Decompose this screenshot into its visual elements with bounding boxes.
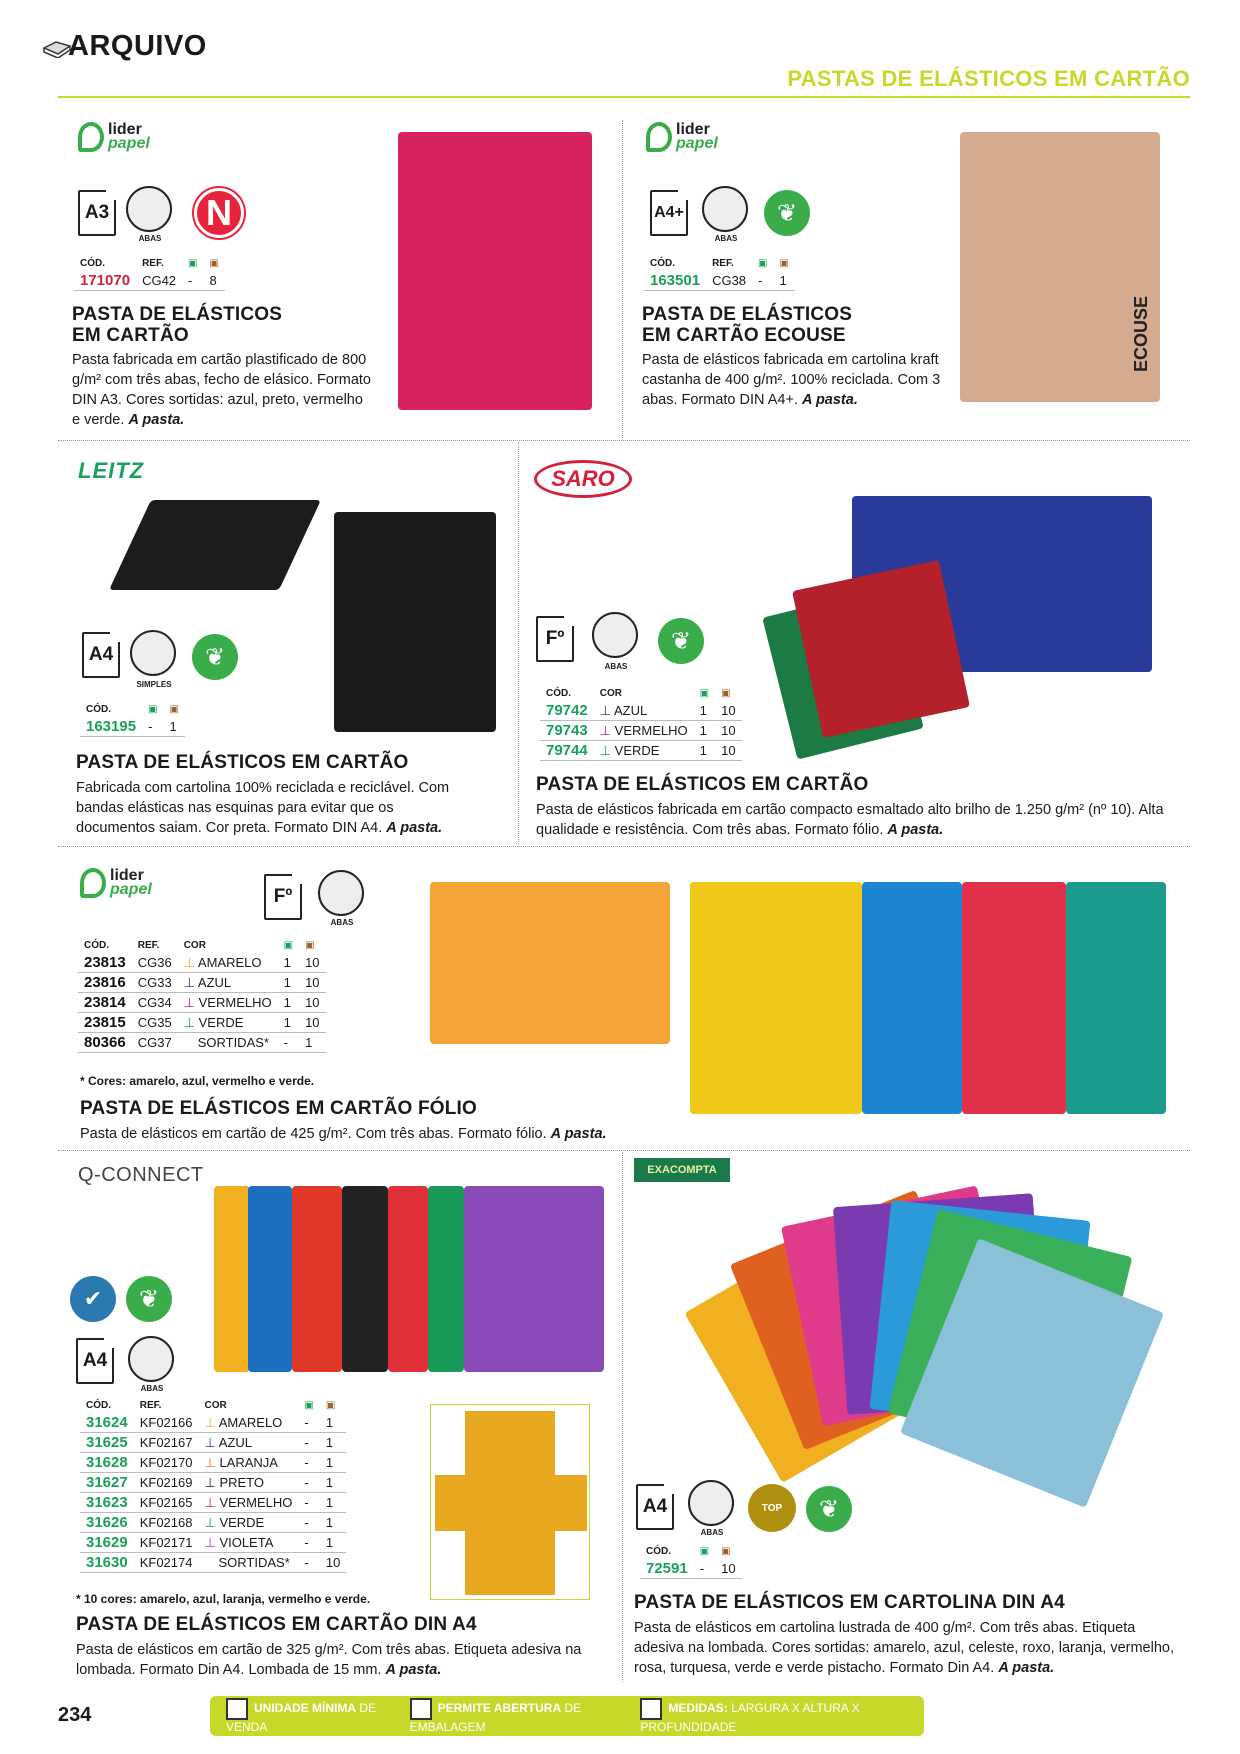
product-5-description: Pasta de elásticos em cartão de 425 g/m². Com três abas. Formato fólio. A pasta. bbox=[80, 1126, 607, 1142]
table-row: 80366 CG37 SORTIDAS* - 1 bbox=[78, 1033, 326, 1053]
leitz-logo: LEITZ bbox=[78, 458, 145, 483]
red-folder-image bbox=[962, 882, 1066, 1114]
flaps-label: ABAS bbox=[138, 234, 162, 243]
box-icon: ▣ bbox=[325, 1400, 336, 1411]
box-icon: ▣ bbox=[721, 688, 731, 699]
table-row: 79742 ⊥ AZUL 1 10 bbox=[540, 701, 742, 721]
product-4-title: PASTA DE ELÁSTICOS EM CARTÃO bbox=[536, 774, 869, 795]
table-row: 31626 KF02168 ⊥ VERDE - 1 bbox=[80, 1513, 346, 1533]
divider bbox=[622, 1152, 623, 1682]
open-pack-icon: ▣ bbox=[699, 1546, 710, 1557]
lider-papel-logo: lider papel bbox=[78, 122, 150, 152]
box-icon: ▣ bbox=[305, 940, 315, 951]
product-1-title: PASTA DE ELÁSTICOS EM CARTÃO bbox=[72, 304, 283, 346]
kraft-folder-image: ECOUSE bbox=[960, 132, 1160, 402]
green-folder-image bbox=[428, 1186, 464, 1372]
flaps-label: ABAS bbox=[140, 1384, 164, 1393]
box-icon: ▣ bbox=[209, 258, 219, 269]
box-icon: ▣ bbox=[779, 258, 789, 269]
divider bbox=[518, 442, 519, 844]
product-3-description: Fabricada com cartolina 100% reciclada e reciclável. Com bandas elásticas nas esquinas para evitar que os documentos saiam. Cor preta. Formato DIN A4. A pasta. bbox=[76, 780, 450, 836]
red-folder-image bbox=[792, 560, 970, 738]
product-3-table: CÓD. ▣ ▣ 163195 - 1 bbox=[80, 704, 185, 737]
table-row: 31625 KF02167 ⊥ AZUL - 1 bbox=[80, 1433, 346, 1453]
open-pack-icon: ▣ bbox=[188, 258, 198, 269]
table-row: 171070 CG42 - 8 bbox=[74, 271, 225, 291]
page-number: 234 bbox=[58, 1704, 92, 1726]
table-row: 31629 KF02171 ⊥ VIOLETA - 1 bbox=[80, 1533, 346, 1553]
three-flaps-icon bbox=[592, 612, 638, 658]
table-row: 31628 KF02170 ⊥ LARANJA - 1 bbox=[80, 1453, 346, 1473]
legend-bar bbox=[210, 1696, 924, 1736]
format-a4-icon: A4 bbox=[76, 1338, 114, 1384]
blue-folder-image bbox=[862, 882, 962, 1114]
exacompta-logo: EXACOMPTA bbox=[634, 1158, 730, 1182]
legend-measures: MEDIDAS: LARGURA X ALTURA X PROFUNDIDADE bbox=[640, 1698, 908, 1734]
simple-flap-icon bbox=[130, 630, 176, 676]
table-row: 31630 KF02174 SORTIDAS* - 10 bbox=[80, 1553, 346, 1573]
three-flaps-icon bbox=[688, 1480, 734, 1526]
three-flaps-icon bbox=[128, 1336, 174, 1382]
table-row: 23813 CG36 ⊥ AMARELO 1 10 bbox=[78, 953, 326, 973]
table-row: 79744 ⊥ VERDE 1 10 bbox=[540, 741, 742, 761]
recycle-leaf-icon: ❦ bbox=[192, 634, 238, 680]
flaps-label: ABAS bbox=[604, 662, 628, 671]
open-pack-icon bbox=[410, 1698, 432, 1720]
product-5-note: * Cores: amarelo, azul, vermelho e verde. bbox=[80, 1074, 315, 1088]
red-folder-image bbox=[388, 1186, 428, 1372]
divider bbox=[58, 1150, 1190, 1151]
measure-icon bbox=[640, 1698, 662, 1720]
three-flaps-icon bbox=[702, 186, 748, 232]
open-pack-icon: ▣ bbox=[758, 258, 768, 269]
table-row: 23814 CG34 ⊥ VERMELHO 1 10 bbox=[78, 993, 326, 1013]
flaps-label: ABAS bbox=[330, 918, 354, 927]
format-a4-icon: A4 bbox=[82, 632, 120, 678]
open-pack-icon: ▣ bbox=[148, 704, 158, 715]
q-connect-logo: Q-CONNECT bbox=[78, 1164, 204, 1186]
quality-check-icon: ✔ bbox=[70, 1276, 116, 1322]
product-1-description: Pasta fabricada em cartão plastificado de 800 g/m² com três abas, fecho de elásico. Formato DIN A3. Cores sortidas: azul, preto, vermelho e verde. A pasta. bbox=[72, 352, 371, 428]
format-folio-icon: Fº bbox=[264, 874, 302, 920]
three-flaps-icon bbox=[126, 186, 172, 232]
open-pack-icon: ▣ bbox=[283, 940, 294, 951]
black-folder-image bbox=[342, 1186, 388, 1372]
product-6-table: CÓD. REF. COR ▣ ▣ 31624 KF02166 ⊥ AMARELO - 1 31625 KF02167 ⊥ AZUL - 1 31628 KF02170 ⊥ LARANJA - 1 31627 KF02169 ⊥ PRETO - 1 31623 KF02165 ⊥ VERMELHO - 1 31626 KF02168 ⊥ VERDE - 1 31629 KF02171 ⊥ VIOLETA - 1 31630 KF02174 SORTIDAS* - 10 bbox=[80, 1400, 346, 1573]
divider bbox=[58, 846, 1190, 847]
product-6-description: Pasta de elásticos em cartão de 325 g/m². Com três abas. Etiqueta adesiva na lombada. Formato Din A4. Lombada de 15 mm. A pasta. bbox=[76, 1642, 582, 1678]
table-row: 163195 - 1 bbox=[80, 717, 185, 737]
product-5-title: PASTA DE ELÁSTICOS EM CARTÃO FÓLIO bbox=[80, 1098, 478, 1119]
table-row: 23816 CG33 ⊥ AZUL 1 10 bbox=[78, 973, 326, 993]
box-icon bbox=[226, 1698, 248, 1720]
orange-folder-open-image bbox=[430, 882, 670, 1044]
legend-min-unit: UNIDADE MÍNIMA DE VENDA bbox=[226, 1698, 390, 1734]
product-2-description: Pasta de elásticos fabricada em cartolina kraft castanha de 400 g/m². 100% reciclada. Com 3 abas. Formato DIN A4+. A pasta. bbox=[642, 352, 941, 408]
table-row: 31627 KF02169 ⊥ PRETO - 1 bbox=[80, 1473, 346, 1493]
format-folio-icon: Fº bbox=[536, 616, 574, 662]
three-flaps-icon bbox=[318, 870, 364, 916]
pink-folder-image bbox=[398, 132, 592, 410]
top-badge-icon: TOP bbox=[748, 1484, 796, 1532]
recycle-leaf-icon: ❦ bbox=[126, 1276, 172, 1322]
open-folder-frame bbox=[430, 1404, 590, 1600]
table-row: 163501 CG38 - 1 bbox=[644, 271, 795, 291]
product-7-table: CÓD. ▣ ▣ 72591 - 10 bbox=[640, 1546, 742, 1579]
saro-logo: SARO bbox=[534, 460, 632, 498]
divider bbox=[622, 120, 623, 438]
format-a3-icon: A3 bbox=[78, 190, 116, 236]
product-6-title: PASTA DE ELÁSTICOS EM CARTÃO DIN A4 bbox=[76, 1614, 477, 1635]
table-row: 31623 KF02165 ⊥ VERMELHO - 1 bbox=[80, 1493, 346, 1513]
recycle-leaf-icon: ❦ bbox=[764, 190, 810, 236]
flaps-label: SIMPLES bbox=[136, 680, 172, 689]
black-folder-image bbox=[334, 512, 496, 732]
flaps-label: ABAS bbox=[714, 234, 738, 243]
product-6-note: * 10 cores: amarelo, azul, laranja, vermelho e verde. bbox=[76, 1592, 371, 1606]
orange-folder-image bbox=[292, 1186, 342, 1372]
format-a4plus-icon: A4+ bbox=[650, 190, 688, 236]
recycle-leaf-icon: ❦ bbox=[658, 618, 704, 664]
product-3-title: PASTA DE ELÁSTICOS EM CARTÃO bbox=[76, 752, 409, 773]
format-a4-icon: A4 bbox=[636, 1484, 674, 1530]
new-badge-icon: N bbox=[194, 188, 244, 238]
product-4-table: CÓD. COR ▣ ▣ 79742 ⊥ AZUL 1 10 79743 ⊥ VERMELHO 1 10 79744 ⊥ VERDE 1 10 bbox=[540, 688, 742, 761]
divider bbox=[58, 440, 1190, 441]
yellow-folder-image bbox=[214, 1186, 250, 1372]
table-row: 79743 ⊥ VERMELHO 1 10 bbox=[540, 721, 742, 741]
product-5-table: CÓD. REF. COR ▣ ▣ 23813 CG36 ⊥ AMARELO 1 10 23816 CG33 ⊥ AZUL 1 10 23814 CG34 ⊥ VERMELHO 1 10 23815 CG35 ⊥ VERDE 1 10 80366 CG37 SORTIDAS* - 1 bbox=[78, 940, 326, 1053]
blue-folder-image bbox=[248, 1186, 292, 1372]
lider-papel-logo: lider papel bbox=[80, 868, 152, 898]
yellow-folder-image bbox=[690, 882, 862, 1114]
product-2-title: PASTA DE ELÁSTICOS EM CARTÃO ECOUSE bbox=[642, 304, 853, 346]
open-pack-icon: ▣ bbox=[699, 688, 710, 699]
violet-folder-image bbox=[464, 1186, 604, 1372]
green-folder-image bbox=[1066, 882, 1166, 1114]
open-pack-icon: ▣ bbox=[304, 1400, 314, 1411]
product-7-title: PASTA DE ELÁSTICOS EM CARTOLINA DIN A4 bbox=[634, 1592, 1065, 1613]
legend-open-pack: PERMITE ABERTURA DE EMBALAGEM bbox=[410, 1698, 621, 1734]
box-icon: ▣ bbox=[169, 704, 179, 715]
flaps-label: ABAS bbox=[700, 1528, 724, 1537]
recycle-leaf-icon: ❦ bbox=[806, 1486, 852, 1532]
product-2-table: CÓD. REF. ▣ ▣ 163501 CG38 - 1 bbox=[644, 258, 795, 291]
section-rule bbox=[58, 96, 1190, 98]
table-row: 31624 KF02166 ⊥ AMARELO - 1 bbox=[80, 1413, 346, 1433]
table-row: 72591 - 10 bbox=[640, 1559, 742, 1579]
lider-papel-logo: lider papel bbox=[646, 122, 718, 152]
product-4-description: Pasta de elásticos fabricada em cartão compacto esmaltado alto brilho de 1.250 g/m² (nº 10). Alta qualidade e resistência. Com três abas. Formato fólio. A pasta. bbox=[536, 802, 1164, 838]
product-7-description: Pasta de elásticos em cartolina lustrada de 400 g/m². Com três abas. Etiqueta adesiva na lombada. Cores sortidas: amarelo, azul, celeste, roxo, laranja, vermelho, rosa, turquesa, verde e verde pistacho. Formato Din A4. A pasta. bbox=[634, 1620, 1174, 1676]
box-icon: ▣ bbox=[721, 1546, 731, 1557]
table-row: 23815 CG35 ⊥ VERDE 1 10 bbox=[78, 1013, 326, 1033]
product-1-table: CÓD. REF. ▣ ▣ 171070 CG42 - 8 bbox=[74, 258, 225, 291]
page-category-title: ARQUIVO bbox=[68, 30, 207, 62]
section-title: PASTAS DE ELÁSTICOS EM CARTÃO bbox=[787, 66, 1190, 91]
black-folder-open-image bbox=[109, 500, 321, 590]
